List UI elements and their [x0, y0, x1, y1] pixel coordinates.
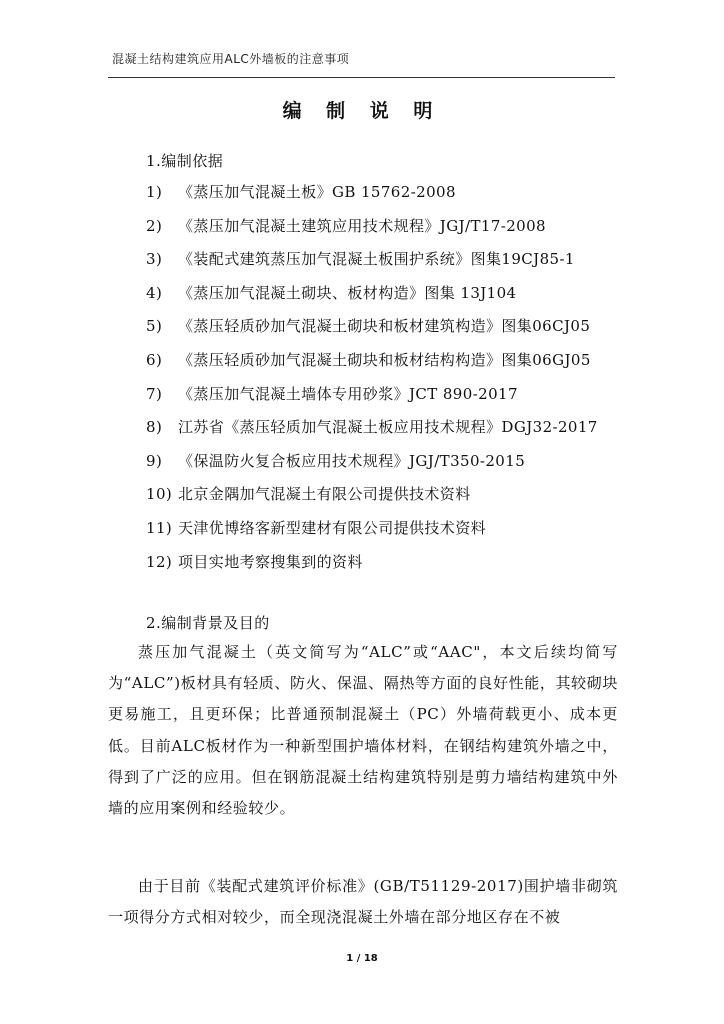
reference-item: [146, 382, 598, 416]
reference-text: 《保温防火复合板应用技术规程》JGJ/T350-2015: [178, 451, 526, 470]
page-number: 1 / 18: [346, 953, 378, 964]
reference-number: 7): [146, 384, 163, 403]
reference-number: 3): [146, 250, 163, 269]
reference-item: [146, 247, 598, 281]
reference-number: 12): [146, 552, 173, 571]
reference-text: 《蒸压加气混凝土建筑应用技术规程》JGJ/T17-2008: [178, 216, 546, 235]
section-heading-basis: 1.编制依据: [146, 152, 224, 170]
reference-text: 天津优博络客新型建材有限公司提供技术资料: [178, 518, 487, 537]
reference-text: 项目实地考察搜集到的资料: [178, 552, 363, 571]
document-title: 编 制 说 明: [282, 100, 442, 122]
reference-item: [146, 482, 598, 516]
body-paragraph-background: 蒸压加气混凝土（英文简写为“ALC”或“AAC"，本文后续均简写为“ALC”)板材具有轻质、防火、保温、隔热等方面的良好性能，其较砌块更易施工，且更环保；比普通预制混凝土（PC）外墙荷载更小、成本更低。目前ALC板材作为一种新型围护墙体材料，在钢结构建筑外墙之中，得到了广泛的应用。但在钢筋混凝土结构建筑特别是剪力墙结构建筑中外墙的应用案例和经验较少。: [108, 643, 618, 818]
reference-list: [146, 180, 598, 583]
reference-item: [146, 516, 598, 550]
reference-text: 北京金隅加气混凝土有限公司提供技术资料: [178, 485, 471, 504]
reference-item: [146, 449, 598, 483]
reference-number: 11): [146, 518, 173, 537]
reference-number: 8): [146, 418, 163, 437]
reference-number: 1): [146, 183, 163, 201]
section-heading-background: 2.编制背景及目的: [146, 614, 270, 632]
reference-text: 《蒸压加气混凝土砌块、板材构造》图集 13J104: [178, 283, 517, 302]
reference-item: [146, 314, 598, 348]
reference-text: 江苏省《蒸压轻质加气混凝土板应用技术规程》DGJ32-2017: [178, 418, 598, 437]
reference-number: 9): [146, 451, 163, 470]
reference-item: [146, 415, 598, 449]
reference-number: 6): [146, 350, 163, 369]
reference-item: [146, 281, 598, 315]
reference-item: [146, 348, 598, 382]
reference-number: 2): [146, 216, 163, 235]
reference-item: [146, 214, 598, 248]
running-header: 混凝土结构建筑应用ALC外墙板的注意事项: [112, 52, 350, 66]
header-divider: [108, 77, 615, 78]
reference-item: [146, 550, 598, 584]
reference-text: 《蒸压加气混凝土墙体专用砂浆》JCT 890-2017: [178, 384, 518, 403]
reference-number: 4): [146, 283, 163, 302]
reference-text: 《蒸压轻质砂加气混凝土砌块和板材建筑构造》图集06CJ05: [178, 317, 591, 336]
reference-number: 10): [146, 485, 173, 504]
reference-number: 5): [146, 317, 163, 336]
reference-item: [146, 180, 598, 214]
body-paragraph-evaluation: 由于目前《装配式建筑评价标准》(GB/T51129-2017)围护墙非砌筑一项得分方式相对较少，而全现浇混凝土外墙在部分地区存在不被: [108, 877, 618, 927]
reference-text: 《装配式建筑蒸压加气混凝土板围护系统》图集19CJ85-1: [178, 250, 575, 269]
reference-text: 《蒸压轻质砂加气混凝土砌块和板材结构构造》图集06GJ05: [178, 350, 591, 369]
reference-text: 《蒸压加气混凝土板》GB 15762-2008: [178, 183, 456, 201]
